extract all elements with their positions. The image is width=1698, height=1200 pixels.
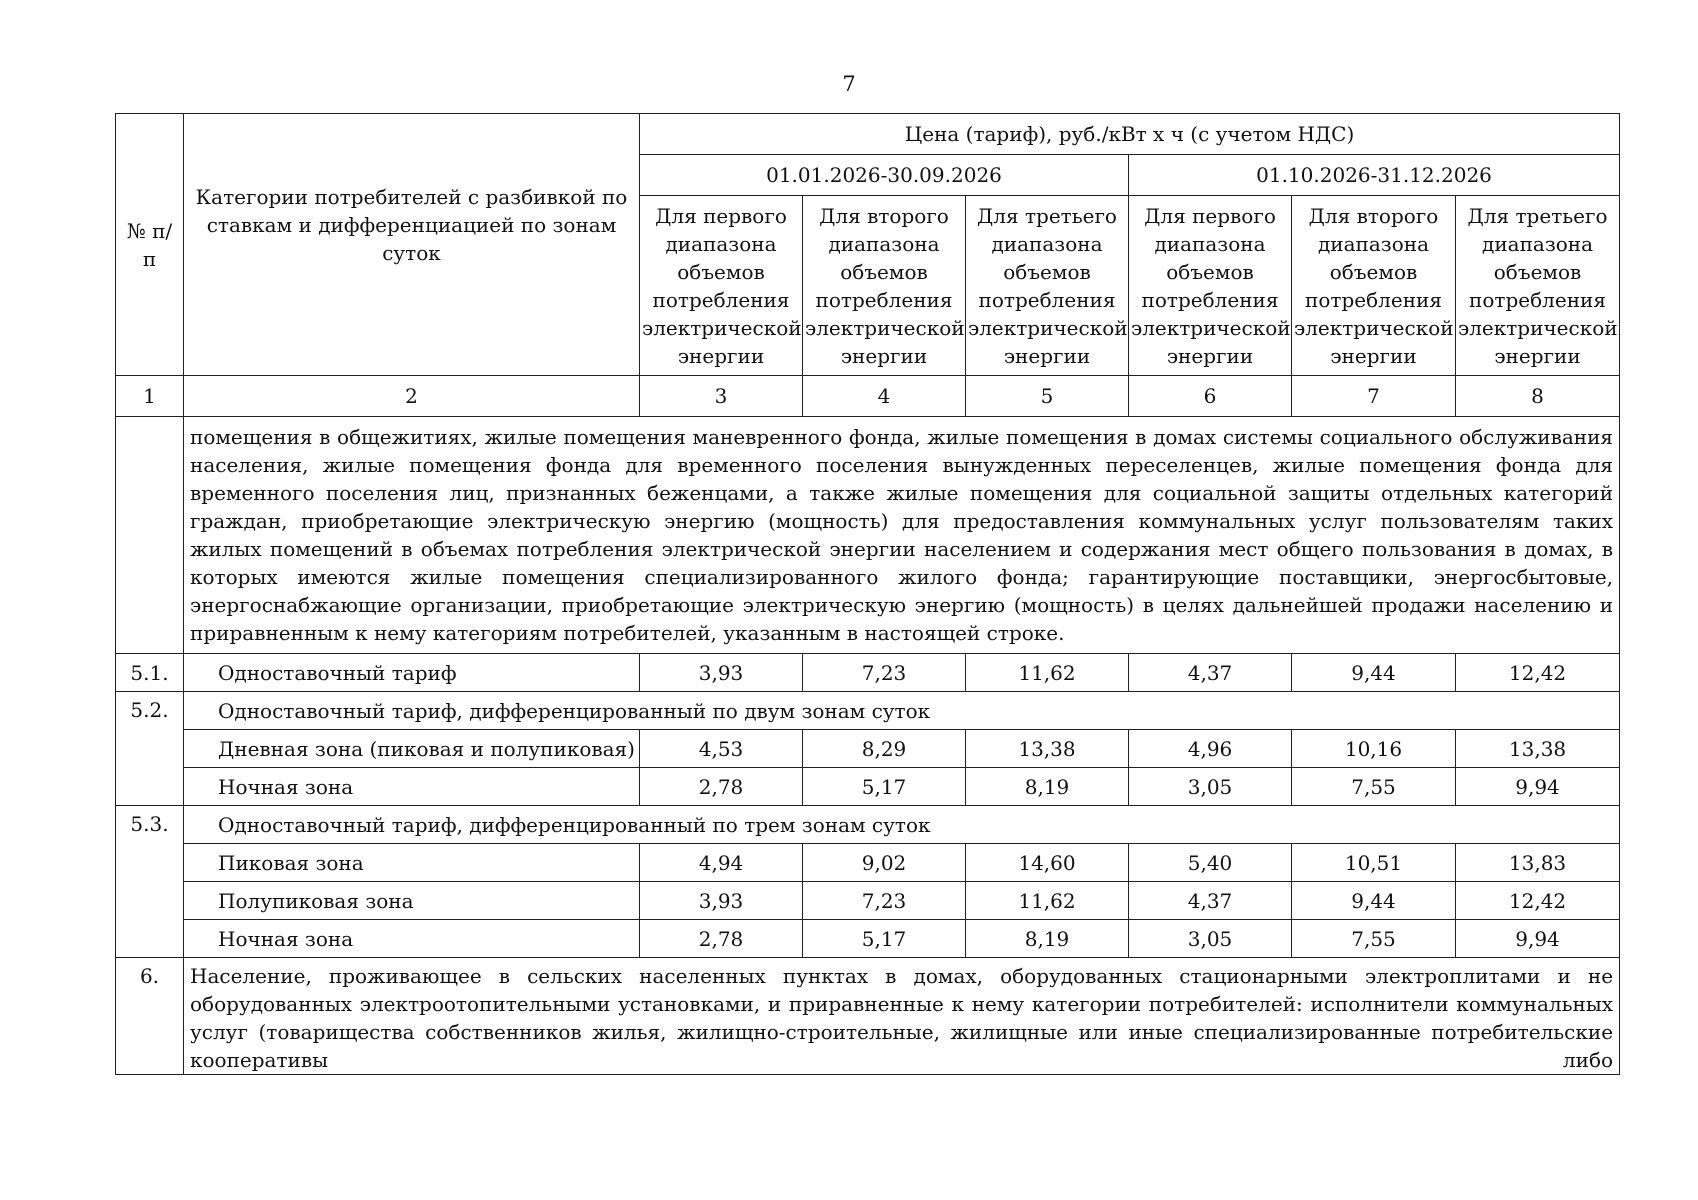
row-label: Одноставочный тариф, дифференцированный по трем зонам суток — [184, 806, 1620, 844]
row-5-3-night — [116, 920, 1620, 958]
header-period-1: 01.01.2026-30.09.2026 — [640, 155, 1129, 196]
value-cell: 10,16 — [1292, 730, 1456, 768]
row-5-2 — [116, 692, 1620, 730]
value-cell: 4,94 — [640, 844, 803, 882]
row-number: 6. — [116, 958, 184, 1075]
column-numbers-row — [116, 376, 1620, 417]
value-cell: 13,38 — [966, 730, 1129, 768]
colnum-3: 3 — [640, 376, 803, 417]
value-cell: 8,19 — [966, 768, 1129, 806]
value-cell: 4,53 — [640, 730, 803, 768]
header-row-price — [116, 114, 1620, 155]
value-cell: 12,42 — [1456, 654, 1620, 692]
value-cell: 9,44 — [1292, 654, 1456, 692]
value-cell: 8,19 — [966, 920, 1129, 958]
header-range-2-p1: Для второго диапазона объемов потребления электрической энергии — [803, 196, 966, 376]
value-cell: 2,78 — [640, 920, 803, 958]
value-cell: 5,40 — [1129, 844, 1292, 882]
row-label: Одноставочный тариф, дифференцированный по двум зонам суток — [184, 692, 1620, 730]
value-cell: 9,02 — [803, 844, 966, 882]
value-cell: 10,51 — [1292, 844, 1456, 882]
tariff-table — [115, 113, 1620, 1075]
value-cell: 7,55 — [1292, 920, 1456, 958]
row-label: Ночная зона — [184, 768, 640, 806]
row-number: 5.2. — [116, 692, 184, 806]
value-cell: 2,78 — [640, 768, 803, 806]
colnum-7: 7 — [1292, 376, 1456, 417]
continuation-text: помещения в общежитиях, жилые помещения маневренного фонда, жилые помещения в домах системы социального обслуживания населения, жилые помещения фонда для временного поселения вынужденных переселенцев, жилые помещения фонда для временного поселения лиц, признанных беженцами, а также жилые помещения для социальной защиты отдельных категорий граждан, приобретающие электрическую энергию (мощность) для предоставления коммунальных услуг пользователям таких жилых помещений в объемах потребления электрической энергии населением и содержания мест общего пользования в домах, в которых имеются жилые помещения специализированного жилого фонда; гарантирующие поставщики, энергосбытовые, энергоснабжающие организации, приобретающие электрическую энергию (мощность) в целях дальнейшей продажи населению и приравненным к нему категориям потребителей, указанным в настоящей строке. — [184, 417, 1620, 654]
value-cell: 9,94 — [1456, 768, 1620, 806]
row-label: Ночная зона — [184, 920, 640, 958]
row-5-3 — [116, 806, 1620, 844]
page-number: 7 — [842, 72, 856, 96]
continuation-row — [116, 417, 1620, 654]
row-6 — [116, 958, 1620, 1075]
value-cell: 12,42 — [1456, 882, 1620, 920]
colnum-2: 2 — [184, 376, 640, 417]
value-cell: 11,62 — [966, 882, 1129, 920]
value-cell: 3,93 — [640, 654, 803, 692]
colnum-6: 6 — [1129, 376, 1292, 417]
colnum-1: 1 — [116, 376, 184, 417]
value-cell: 9,44 — [1292, 882, 1456, 920]
value-cell: 11,62 — [966, 654, 1129, 692]
row-5-2-night — [116, 768, 1620, 806]
row-label: Полупиковая зона — [184, 882, 640, 920]
colnum-8: 8 — [1456, 376, 1620, 417]
row-5-3-peak — [116, 844, 1620, 882]
value-cell: 7,55 — [1292, 768, 1456, 806]
value-cell: 9,94 — [1456, 920, 1620, 958]
header-range-3-p1: Для третьего диапазона объемов потребления электрической энергии — [966, 196, 1129, 376]
row-5-1 — [116, 654, 1620, 692]
header-range-3-p2: Для третьего диапазона объемов потребления электрической энергии — [1456, 196, 1620, 376]
row-label: Пиковая зона — [184, 844, 640, 882]
colnum-4: 4 — [803, 376, 966, 417]
value-cell: 7,23 — [803, 882, 966, 920]
header-range-1-p2: Для первого диапазона объемов потребления электрической энергии — [1129, 196, 1292, 376]
header-period-2: 01.10.2026-31.12.2026 — [1129, 155, 1620, 196]
value-cell: 3,93 — [640, 882, 803, 920]
value-cell: 8,29 — [803, 730, 966, 768]
value-cell: 5,17 — [803, 768, 966, 806]
row-number: 5.3. — [116, 806, 184, 958]
continuation-num-cell — [116, 417, 184, 654]
row-number: 5.1. — [116, 654, 184, 692]
value-cell: 5,17 — [803, 920, 966, 958]
value-cell: 13,38 — [1456, 730, 1620, 768]
row-label: Дневная зона (пиковая и полупиковая) — [184, 730, 640, 768]
header-category-cell: Категории потребителей с разбивкой по ставкам и дифференциацией по зонам суток — [184, 114, 640, 376]
colnum-5: 5 — [966, 376, 1129, 417]
row-5-2-day — [116, 730, 1620, 768]
value-cell: 7,23 — [803, 654, 966, 692]
row-6-text: Население, проживающее в сельских населенных пунктах в домах, оборудованных стационарными электроплитами и не оборудованных электроотопительными установками, и приравненные к нему категории потребителей: исполнители коммунальных услуг (товарищества собственников жилья, жилищно-строительные, жилищные или иные специализированные потребительские кооперативы либо — [184, 958, 1620, 1075]
value-cell: 14,60 — [966, 844, 1129, 882]
value-cell: 4,37 — [1129, 654, 1292, 692]
value-cell: 4,96 — [1129, 730, 1292, 768]
value-cell: 13,83 — [1456, 844, 1620, 882]
value-cell: 3,05 — [1129, 920, 1292, 958]
row-label: Одноставочный тариф — [184, 654, 640, 692]
value-cell: 4,37 — [1129, 882, 1292, 920]
row-5-3-halfpeak — [116, 882, 1620, 920]
header-range-1-p1: Для первого диапазона объемов потребления электрической энергии — [640, 196, 803, 376]
header-range-2-p2: Для второго диапазона объемов потребления электрической энергии — [1292, 196, 1456, 376]
header-num-cell: № п/п — [116, 114, 184, 376]
header-price-title: Цена (тариф), руб./кВт х ч (с учетом НДС) — [640, 114, 1620, 155]
value-cell: 3,05 — [1129, 768, 1292, 806]
